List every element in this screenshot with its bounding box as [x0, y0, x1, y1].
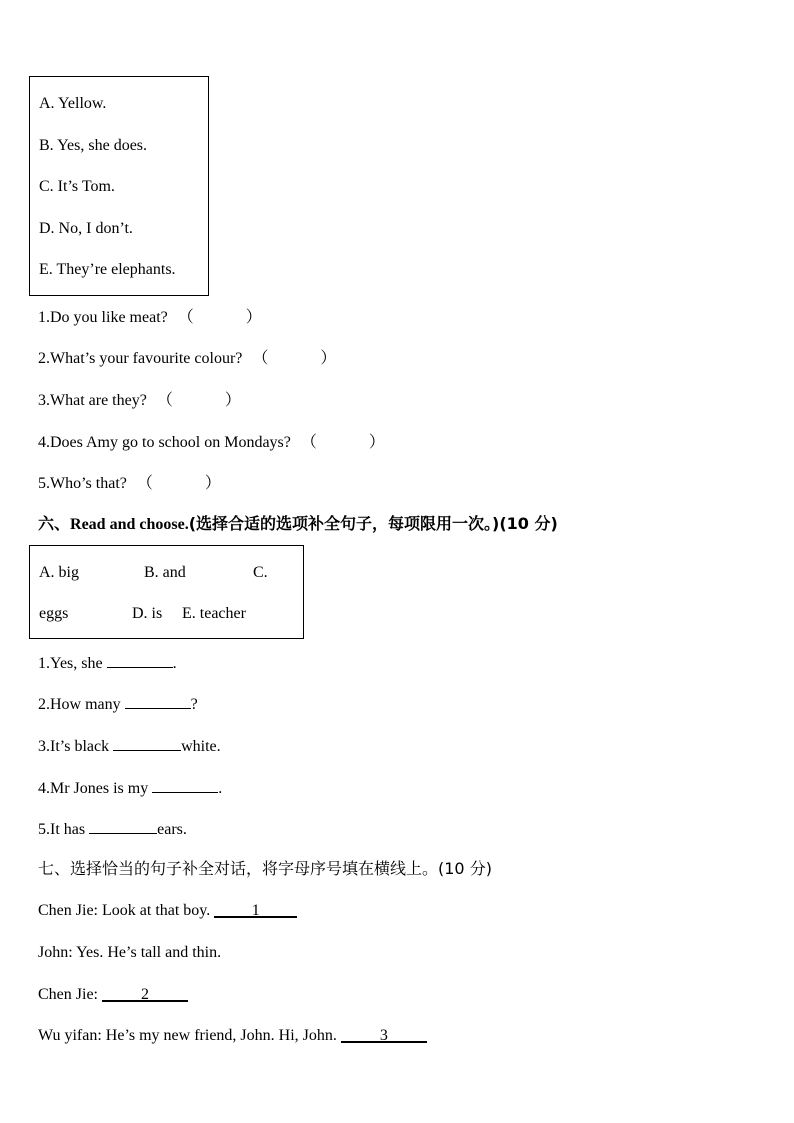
answer-blank[interactable]: [152, 777, 218, 793]
answer-paren-open: （: [300, 432, 317, 451]
answer-blank[interactable]: [102, 985, 188, 1002]
word-c-label: C.: [253, 564, 268, 581]
answer-paren-close: ）: [224, 390, 241, 409]
answer-paren-open: （: [156, 390, 173, 409]
fill-sentence-3: [38, 735, 221, 757]
section-title: Read and choose.: [70, 516, 189, 533]
sentence-start: 2.How many: [38, 696, 125, 713]
answer-paren-open: （: [252, 348, 269, 367]
question-text: 1.Do you like meat?: [38, 309, 168, 326]
sentence-end: .: [218, 780, 223, 797]
answer-blank[interactable]: [214, 901, 297, 918]
option-c: C. It’s Tom.: [39, 178, 115, 195]
option-b: B. Yes, she does.: [39, 137, 148, 154]
sentence-end: .: [172, 655, 177, 672]
question-text: 4.Does Amy go to school on Mondays?: [38, 434, 291, 451]
question-text: 3.What are they?: [38, 392, 147, 409]
sentence-end: white.: [181, 738, 221, 755]
word-c: eggs: [39, 605, 69, 622]
question-5: [38, 473, 221, 494]
question-1: [38, 307, 262, 328]
answer-paren-open: （: [177, 307, 194, 326]
question-3: [38, 390, 241, 411]
section-7-heading: 七、选择恰当的句子补全对话，将字母序号填在横线上。(10 分): [38, 859, 492, 878]
sentence-start: 4.Mr Jones is my: [38, 780, 153, 797]
answer-blank[interactable]: [107, 652, 173, 668]
answer-paren-close: ）: [245, 307, 262, 326]
fill-sentence-4: [38, 777, 222, 799]
sentence-start: 1.Yes, she: [38, 655, 107, 672]
question-text: 2.What’s your favourite colour?: [38, 350, 243, 367]
sentence-start: 3.It’s black: [38, 738, 114, 755]
dialogue-text: Chen Jie:: [38, 986, 102, 1003]
answer-paren-open: （: [136, 473, 153, 492]
option-a: A. Yellow.: [39, 95, 107, 112]
option-d: D. No, I don’t.: [39, 220, 133, 237]
fill-sentence-5: [38, 818, 187, 840]
section-6-heading: [38, 514, 558, 535]
dialogue-line-2: [38, 943, 221, 963]
blank-number: 2: [141, 986, 149, 1003]
answer-blank[interactable]: [341, 1026, 427, 1043]
dialogue-line-4: [38, 1026, 427, 1046]
word-e: E. teacher: [182, 605, 246, 622]
answer-blank[interactable]: [125, 693, 191, 709]
fill-sentence-1: [38, 652, 177, 674]
section-number: 六、: [38, 514, 71, 533]
answer-paren-close: ）: [368, 432, 385, 451]
word-a: A. big: [39, 564, 79, 581]
question-text: 5.Who’s that?: [38, 475, 127, 492]
blank-number: 3: [379, 1027, 388, 1044]
question-2: [38, 348, 336, 369]
option-e: E. They’re elephants.: [39, 261, 176, 278]
answer-blank[interactable]: [113, 735, 181, 751]
answer-options-box: [29, 76, 209, 296]
answer-paren-close: ）: [320, 348, 337, 367]
sentence-end: ears.: [157, 821, 187, 838]
dialogue-text: Chen Jie: Look at that boy.: [38, 902, 215, 919]
question-4: [38, 432, 385, 453]
word-d: D. is: [132, 605, 163, 622]
word-b: B. and: [144, 564, 186, 581]
word-bank-box: [29, 545, 304, 639]
blank-number: 1: [251, 902, 260, 919]
fill-sentence-2: [38, 693, 198, 715]
answer-blank[interactable]: [89, 818, 157, 834]
dialogue-text: John: Yes. He’s tall and thin.: [38, 944, 222, 961]
dialogue-line-1: [38, 901, 297, 921]
sentence-end: ?: [190, 696, 198, 713]
answer-paren-close: ）: [204, 473, 221, 492]
sentence-start: 5.It has: [38, 821, 90, 838]
dialogue-line-3: [38, 985, 188, 1005]
dialogue-text: Wu yifan: He’s my new friend, John. Hi, John.: [38, 1027, 341, 1044]
section-instruction: (选择合适的选项补全句子，每项限用一次。)(10 分): [188, 514, 558, 533]
